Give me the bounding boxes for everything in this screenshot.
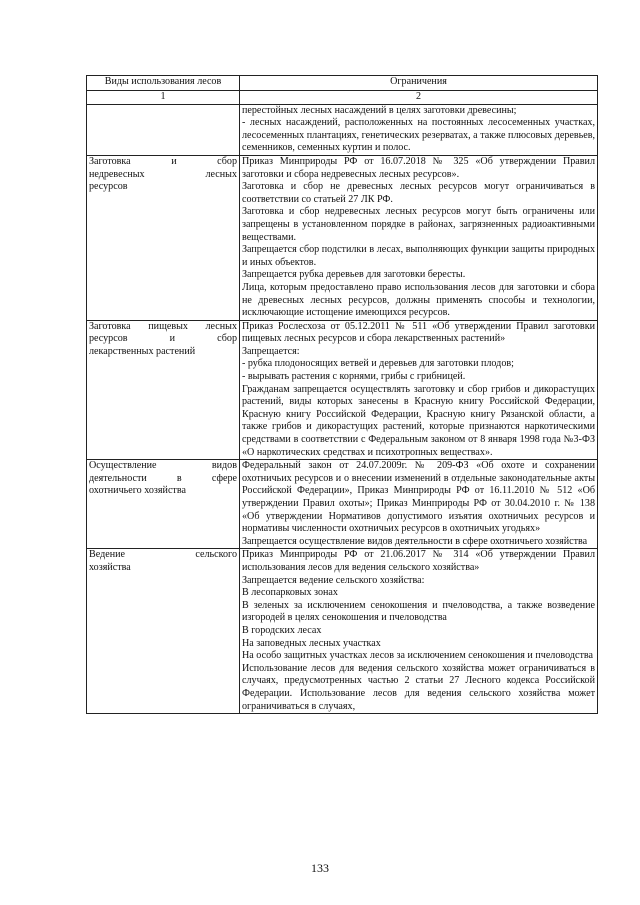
forest-use-type-cell — [87, 155, 240, 320]
restriction-cell — [240, 104, 598, 155]
forest-use-type-line: Осуществление видов — [89, 460, 237, 472]
header-restrictions: Ограничения — [240, 76, 598, 91]
forest-use-type-line: Ведение сельского — [89, 549, 237, 561]
restriction-paragraph: Заготовка и сбор не древесных лесных ресурсов могут ограничиваться в соответствии со статьей 27 ЛК РФ. — [242, 181, 595, 205]
restriction-paragraph: перестойных лесных насаждений в целях заготовки древесины; — [242, 104, 517, 116]
restriction-paragraph: Приказ Рослесхоза от 05.12.2011 № 511 «Об утверждении Правил заготовки пищевых лесных ресурсов и сбора лекарственных растений» — [242, 320, 595, 345]
header-forest-use-types: Виды использования лесов — [87, 76, 240, 91]
restriction-paragraph: Приказ Минприроды РФ от 16.07.2018 № 325 «Об утверждении Правил заготовки и сбора недревесных лесных ресурсов». — [242, 155, 595, 180]
table-header-row — [87, 76, 598, 91]
forest-use-type-line: деятельности в сфере — [89, 472, 237, 484]
column-number-2: 2 — [240, 91, 598, 105]
restriction-paragraph: - рубка плодоносящих ветвей и деревьев для заготовки плодов; — [242, 358, 514, 370]
restriction-paragraph: В зеленых за исключением сенокошения и пчеловодства, а также возведение изгородей в целях сенокошения и пчеловодства — [242, 599, 595, 624]
forest-use-type-line: недревесных лесных — [89, 168, 237, 180]
forest-use-type-line: ресурсов — [89, 181, 128, 193]
forest-use-type-line: лекарственных растений — [89, 345, 196, 357]
restriction-paragraph: На заповедных лесных участках — [242, 637, 381, 649]
restrictions-table — [86, 75, 598, 714]
restriction-paragraph: Приказ Минприроды РФ от 21.06.2017 № 314 «Об утверждении Правил использования лесов для ведения сельского хозяйства» — [242, 549, 595, 573]
restriction-cell — [240, 320, 598, 460]
restriction-paragraph: В лесопарковых зонах — [242, 587, 338, 599]
forest-use-type-cell — [87, 549, 240, 714]
restriction-paragraph: В городских лесах — [242, 624, 322, 636]
forest-use-type-line: хозяйства — [89, 561, 131, 573]
restriction-paragraph: Гражданам запрещается осуществлять заготовку и сбор грибов и дикорастущих растений, виды которых занесены в Красную книгу Российской Федерации, Красную книгу Российской Федерации, Красную книгу Рязанской области, а также грибов и дикорастущих растений, которые признаются наркотическими средствами в соответствии с Федеральным законом от 8 января 1998 года №3-ФЗ «О наркотических средствах и психотропных веществах». — [242, 383, 595, 458]
page-number: 133 — [311, 861, 329, 875]
restriction-cell — [240, 549, 598, 714]
restriction-paragraph: Лица, которым предоставлено право использования лесов для заготовки и сбора не древесных лесных ресурсов, должны применять способы и технологии, исключающие истощение имеющихся ресурсов. — [242, 281, 595, 319]
restriction-paragraph: На особо защитных участках лесов за исключением сенокошения и пчеловодства — [242, 650, 593, 662]
forest-use-type-cell — [87, 320, 240, 460]
column-number-1: 1 — [87, 91, 240, 105]
restriction-paragraph: Запрещается сбор подстилки в лесах, выполняющих функции защиты природных и иных объектов. — [242, 244, 595, 268]
restriction-paragraph: Запрещается ведение сельского хозяйства: — [242, 574, 425, 586]
restriction-paragraph: Федеральный закон от 24.07.2009г. № 209-ФЗ «Об охоте и сохранении охотничьих ресурсов и о внесении изменений в отдельные законодательные акты Российской Федерации», Приказ Минприроды РФ от 16.11.2010 № 512 «Об утверждении Правил охоты»; Приказ Минприроды РФ от 30.04.2010 г. № 138 «Об утверждении Нормативов допустимого изъятия охотничьих ресурсов и нормативы численности охотничьих ресурсов в охотничьих угодьях» — [242, 460, 595, 535]
restriction-paragraph: Заготовка и сбор недревесных лесных ресурсов могут быть ограничены или запрещены в установленном порядке в районах, загрязненных радиоактивными веществами. — [242, 206, 595, 243]
restriction-paragraph: Запрещается осуществление видов деятельности в сфере охотничьего хозяйства — [242, 535, 588, 547]
restriction-paragraph: Запрещается: — [242, 345, 300, 357]
table-row — [87, 460, 598, 549]
restriction-paragraph: Запрещается рубка деревьев для заготовки бересты. — [242, 269, 466, 281]
restriction-paragraph: - лесных насаждений, расположенных на постоянных лесосеменных участках, лесосеменных плантациях, генетических резерватах, а также плюсовых деревьев, семенников, семенных куртин и полос. — [242, 117, 595, 154]
forest-use-type-cell — [87, 104, 240, 155]
table-body — [87, 104, 598, 714]
forest-use-type-cell — [87, 460, 240, 549]
forest-use-type-line: ресурсов и сбор — [89, 333, 237, 345]
table-row — [87, 104, 598, 155]
restriction-cell — [240, 460, 598, 549]
column-number-row — [87, 91, 598, 105]
restriction-paragraph: Использование лесов для ведения сельского хозяйства может ограничиваться в случаях, предусмотренных частью 2 статьи 27 Лесного кодекса Российской Федерации. Использование лесов для ведения сельского хозяйства может ограничиваться в случаях, — [242, 662, 595, 712]
forest-use-type-line: Заготовка пищевых лесных — [89, 320, 237, 332]
table-row — [87, 155, 598, 320]
forest-use-type-line: Заготовка и сбор — [89, 155, 237, 167]
restriction-paragraph: - вырывать растения с корнями, грибы с грибницей. — [242, 371, 466, 383]
forest-use-type-line: охотничьего хозяйства — [89, 485, 186, 497]
table-row — [87, 549, 598, 714]
restriction-cell — [240, 155, 598, 320]
table-row — [87, 320, 598, 460]
